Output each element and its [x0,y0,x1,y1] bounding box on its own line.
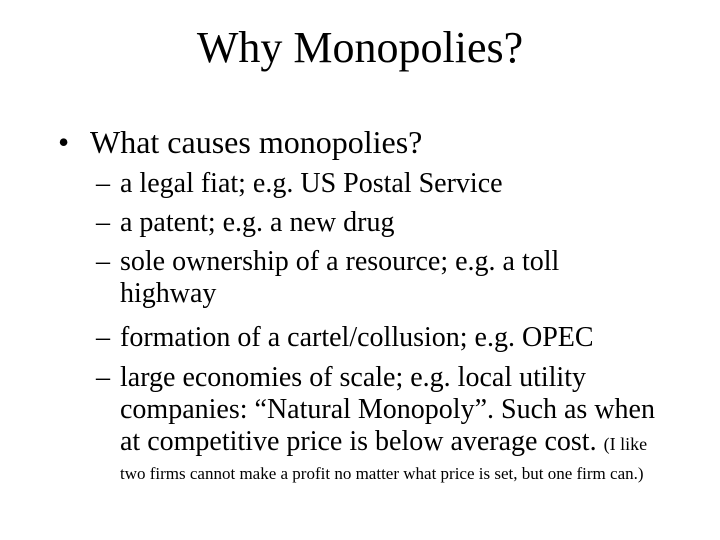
sub-item-text-wrap [120,362,666,458]
sub-item-patent [96,207,696,239]
sub-item-sole-ownership [96,246,566,310]
dash-marker: – [96,246,110,277]
sub-item-text: sole ownership of a resource; e.g. a toll highway [120,246,560,309]
note-continuation: two firms cannot make a profit no matter what price is set, but one firm can.) [120,464,644,483]
dash-marker: – [96,207,110,238]
main-bullet [58,122,422,162]
sub-item-legal-fiat [96,168,696,200]
sub-item-text: a legal fiat; e.g. US Postal Service [120,168,503,199]
sub-item-text: formation of a cartel/collusion; e.g. OPEC [120,322,594,353]
dash-marker: – [96,362,110,393]
sub-item-economies-of-scale [96,362,666,458]
sub-item-text: a patent; e.g. a new drug [120,207,395,238]
sub-item-text: large economies of scale; e.g. local utility companies: “Natural Monopoly”. Such as when at competitive price is below average cost. [120,362,655,457]
bullet-marker: • [58,124,70,160]
dash-marker: – [96,322,110,353]
note-start: (I like [603,434,648,454]
dash-marker: – [96,168,110,199]
main-bullet-text: What causes monopolies? [90,124,423,160]
sub-item-cartel [96,322,696,354]
slide-title: Why Monopolies? [196,23,524,72]
